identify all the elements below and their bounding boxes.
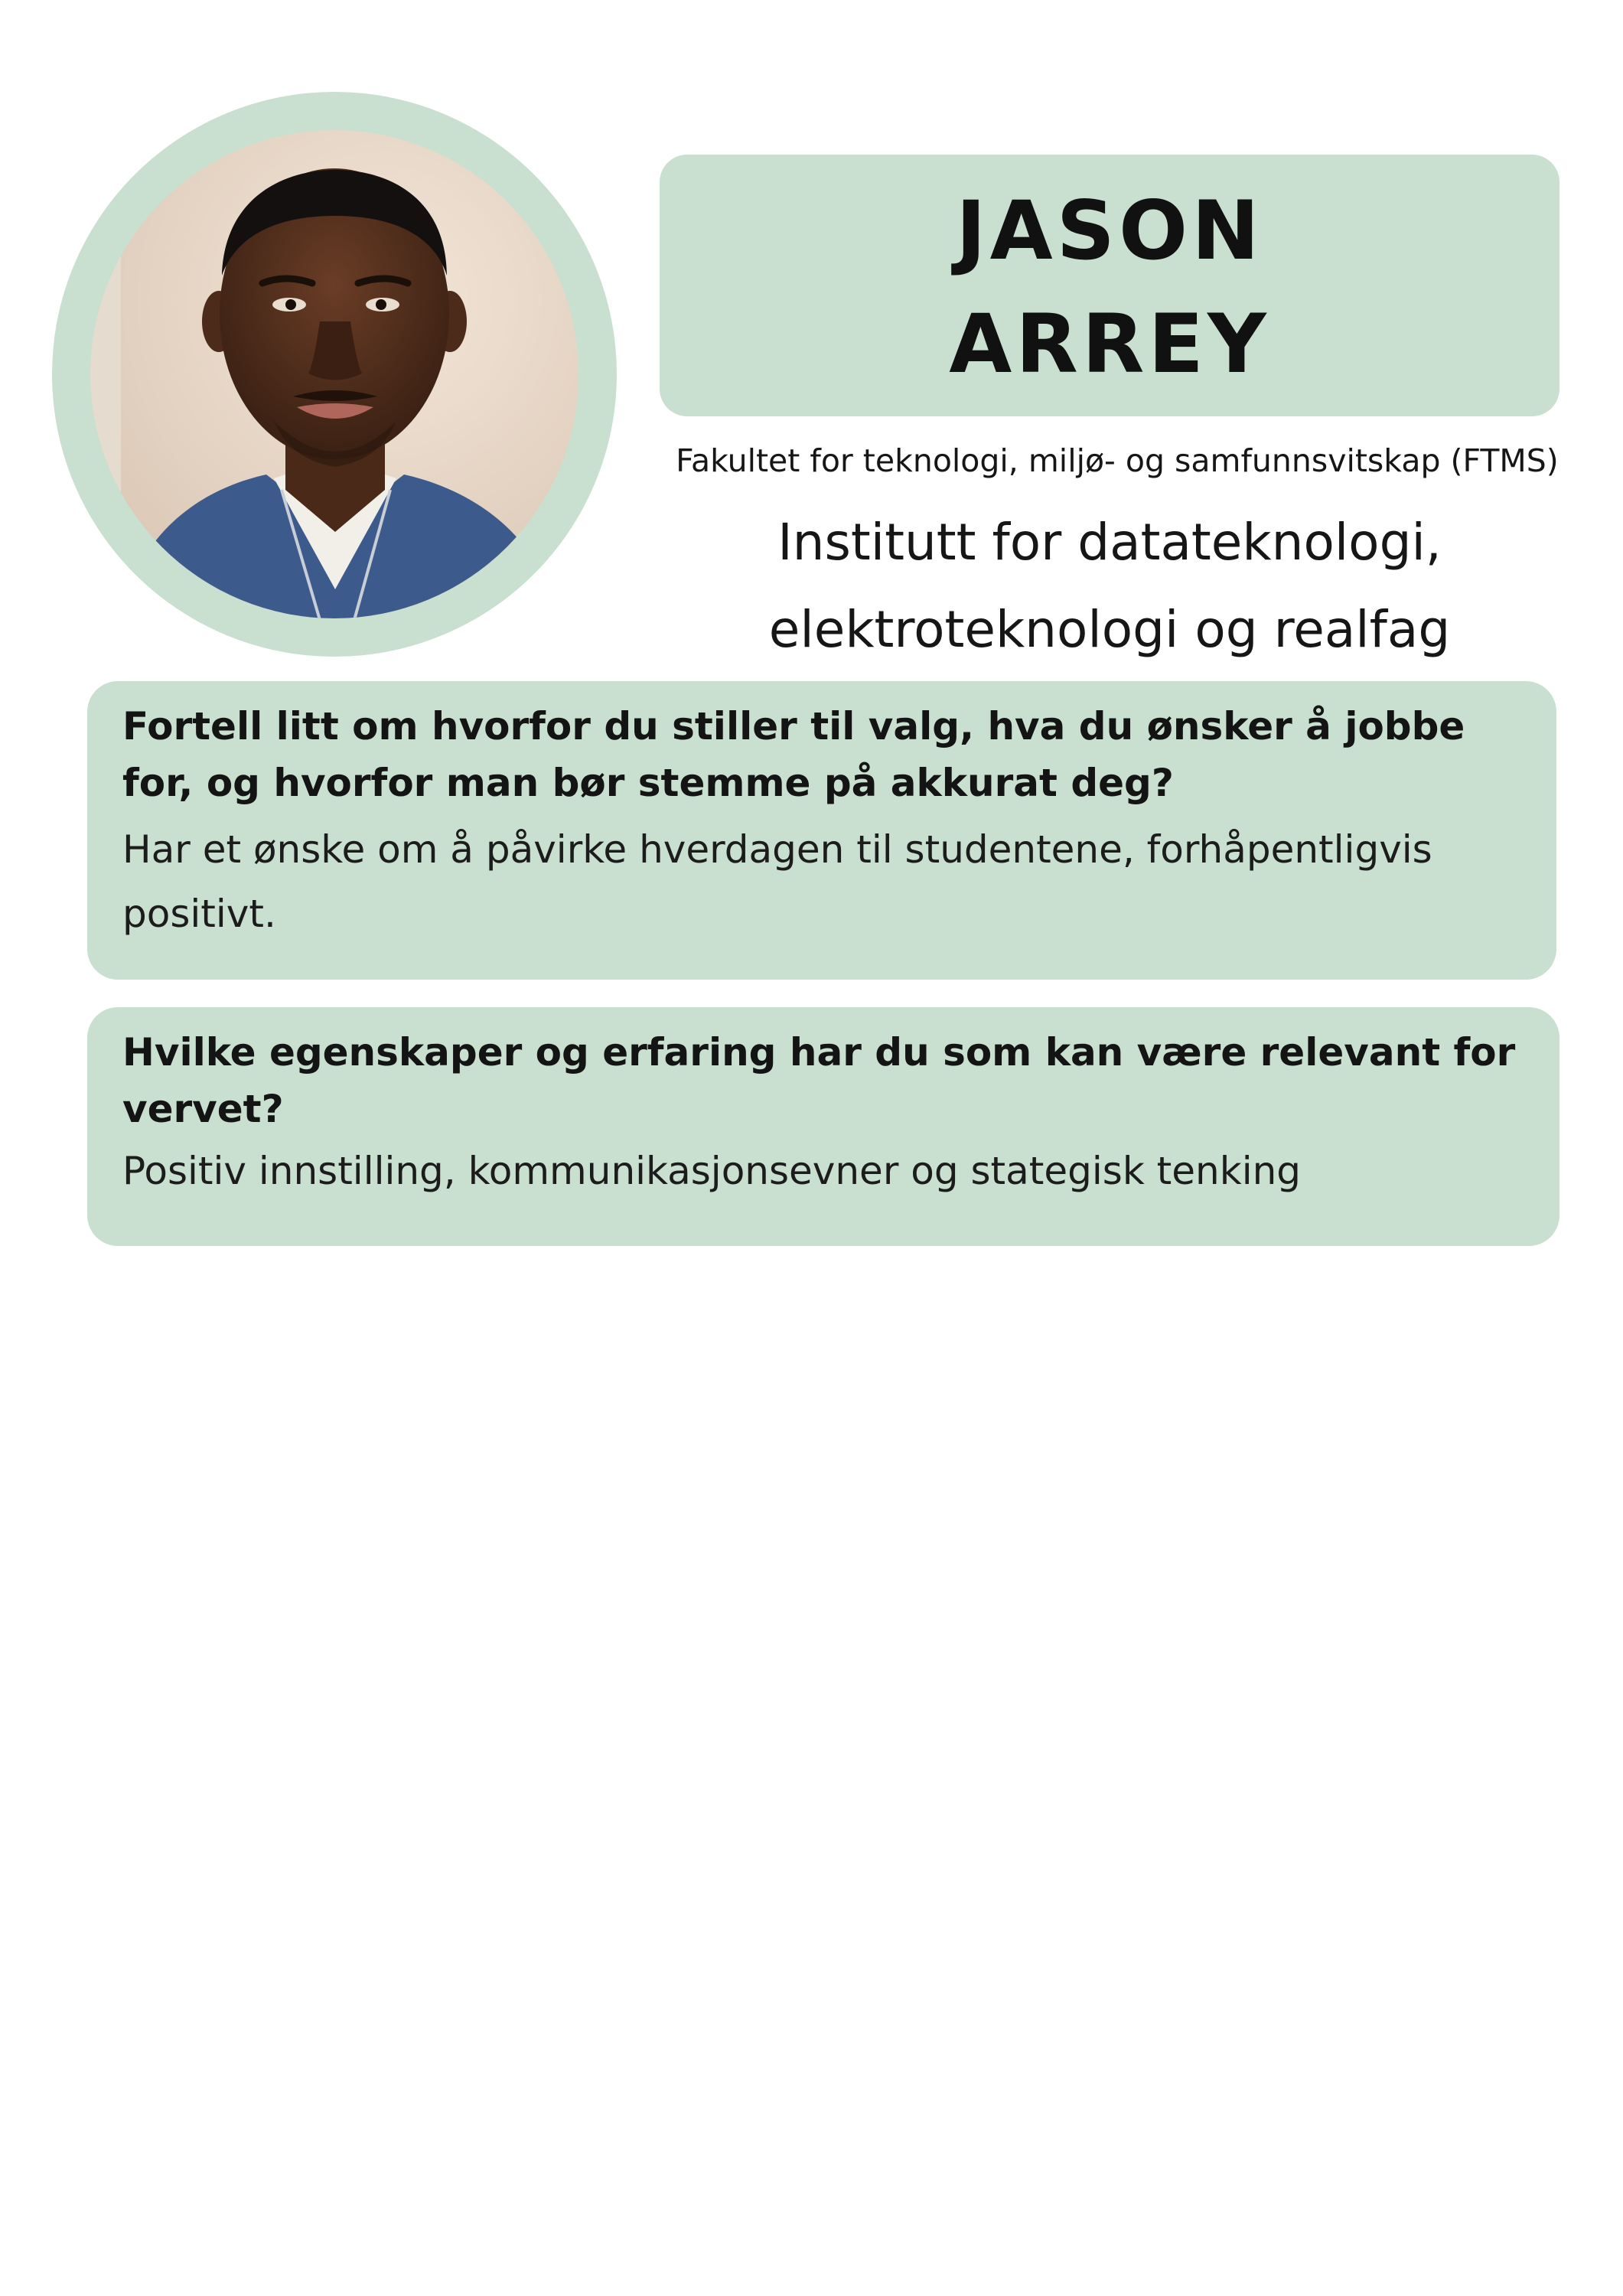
first-name: JASON <box>956 184 1263 278</box>
photo-frame <box>52 92 617 657</box>
answer-qualifications: Positiv innstilling, kommunikasjonsevner og stategisk tenking <box>122 1149 1302 1193</box>
faculty-name: Fakultet for teknologi, miljø- og samfunnsvitskap (FTMS) <box>676 442 1559 479</box>
institute-line-1: Institutt for datateknologi, <box>777 513 1442 572</box>
institute-line-2: elektroteknologi og realfag <box>768 600 1451 659</box>
qa-card-motivation <box>87 681 1556 980</box>
institute-name <box>660 499 1559 673</box>
question-qualifications: Hvilke egenskaper og erfaring har du som kan være relevant for vervet? <box>122 1030 1516 1131</box>
answer-motivation: Har et ønske om å påvirke hverdagen til studentene, forhåpentligvis positivt. <box>122 827 1432 936</box>
question-motivation: Fortell litt om hvorfor du stiller til valg, hva du ønsker å jobbe for, og hvorfor man bør stemme på akkurat deg? <box>122 704 1465 805</box>
name-box <box>660 155 1559 416</box>
qa-card-qualifications <box>87 1007 1559 1246</box>
last-name: ARREY <box>949 297 1270 391</box>
candidate-photo <box>90 130 578 618</box>
